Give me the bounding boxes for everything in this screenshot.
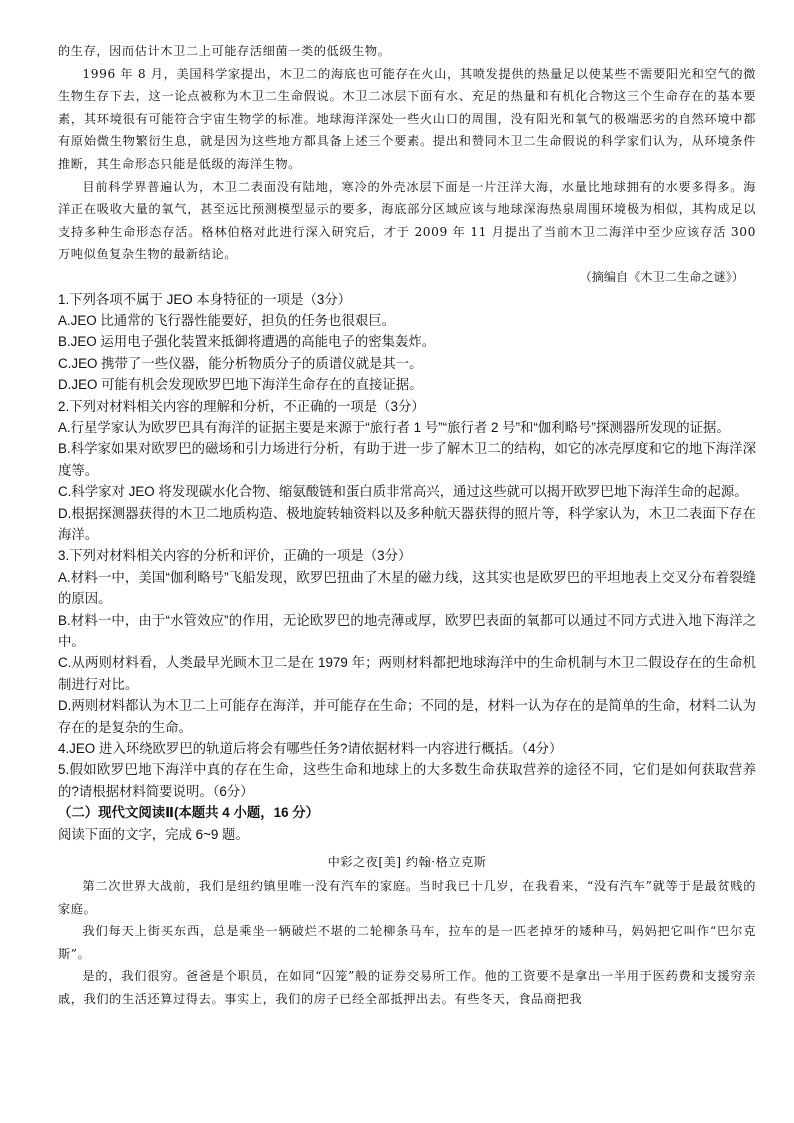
- answer-option: A.行星学家认为欧罗巴具有海洋的证据主要是来源于“旅行者 1 号”“旅行者 2 号”和“伽利略号”探测器所发现的证据。: [58, 419, 730, 435]
- answer-option: B.JEO 运用电子强化装置来抵御将遭遇的高能电子的密集轰炸。: [58, 334, 436, 350]
- passage-paragraph: 1996 年 8 月，美国科学家提出，木卫二的海底也可能存在火山，其喷发提供的热量足以使某些不需要阳光和空气的微生物生存下去，这一论点被称为木卫二生命假说。木卫二冰层下面有水、充足的热量和有机化合物这三个生命存在的基本要素，其环境很有可能符合宇宙生物学的标准。地球海洋深处一些火山口的周围，没有阳光和氧气的极端恶劣的自然环境中都有原始微生物繁衍生息，就是因为这些地方都具备上述三个要素。提出和赞同木卫二生命假说的科学家们认为，从环境条件推断，其生命形态只能是低级的海洋生物。: [58, 66, 756, 171]
- question-stem: 5.假如欧罗巴地下海洋中真的存在生命，这些生命和地球上的大多数生命获取营养的途径不同，它们是如何获取营养的?请根据材料简要说明。（6分）: [58, 762, 756, 799]
- answer-option: B.科学家如果对欧罗巴的磁场和引力场进行分析，有助于进一步了解木卫二的结构，如它的冰壳厚度和它的地下海洋深度等。: [58, 441, 756, 478]
- section-instruction: 阅读下面的文字，完成 6~9 题。: [58, 826, 249, 842]
- story-paragraph: 我们每天上街买东西，总是乘坐一辆破烂不堪的二轮柳条马车，拉车的是一匹老掉牙的矮种马，妈妈把它叫作“巴尔克斯”。: [58, 924, 756, 961]
- answer-option: A.JEO 比通常的飞行器性能要好，担负的任务也很艰巨。: [58, 312, 396, 328]
- story-title: 中彩之夜[美] 约翰·格立克斯: [327, 855, 487, 870]
- question-stem: 3.下列对材料相关内容的分析和评价，正确的一项是（3分）: [58, 548, 412, 564]
- story-paragraph: 第二次世界大战前，我们是纽约镇里唯一没有汽车的家庭。当时我已十几岁，在我看来，“没有汽车”就等于是最贫贱的家庭。: [58, 879, 756, 916]
- question-list: [58, 289, 756, 803]
- answer-option: D.JEO 可能有机会发现欧罗巴地下海洋生命存在的直接证据。: [58, 377, 423, 393]
- question-stem: 1.下列各项不属于 JEO 本身特征的一项是（3分）: [58, 291, 352, 307]
- passage-paragraph: 目前科学界普遍认为，木卫二表面没有陆地，寒冷的外壳冰层下面是一片汪洋大海，水量比地球拥有的水要多得多。海洋正在吸收大量的氧气，甚至远比预测模型显示的要多，海底部分区域应该与地球深海热泉周围环境极为相似，其构成足以支持多种生命形态存活。格林伯格对此进行深入研究后，才于 2009 年 11 月提出了当前木卫二海洋中至少应该存活 300 万吨似鱼复杂生物的最新结论。: [58, 179, 756, 262]
- question-stem: 4.JEO 进入环绕欧罗巴的轨道后将会有哪些任务?请依据材料一内容进行概括。（4分）: [58, 741, 563, 757]
- answer-option: C.JEO 携带了一些仪器，能分析物质分子的质谱仪就是其一。: [58, 355, 423, 371]
- answer-option: D.两则材料都认为木卫二上可能存在海洋，并可能存在生命；不同的是，材料一认为存在的是简单的生命，材料二认为存在的是复杂的生命。: [58, 698, 756, 735]
- passage-source: （摘编自《木卫二生命之谜》）: [579, 269, 744, 284]
- passage-paragraph: 的生存，因而估计木卫二上可能存活细菌一类的低级生物。: [58, 44, 391, 58]
- answer-option: D.根据探测器获得的木卫二地质构造、极地旋转轴资料以及多种航天器获得的照片等，科学家认为，木卫二表面下存在海洋。: [58, 505, 756, 542]
- answer-option: B.材料一中，由于“水管效应”的作用，无论欧罗巴的地壳薄或厚，欧罗巴表面的氧都可以通过不同方式进入地下海洋之中。: [58, 612, 756, 650]
- answer-option: C.从两则材料看，人类最早光顾木卫二是在 1979 年；两则材料都把地球海洋中的生命机制与木卫二假设存在的生命机制进行对比。: [58, 655, 756, 692]
- section-heading: （二）现代文阅读Ⅱ(本题共 4 小题，16 分）: [58, 805, 320, 821]
- story-paragraph: 是的，我们很穷。爸爸是个职员，在如同“囚笼”般的证券交易所工作。他的工资要不是拿出一半用于医药费和支援穷亲戚，我们的生活还算过得去。事实上，我们的房子已经全部抵押出去。有些冬天，食品商把我: [58, 969, 756, 1007]
- story-passage: [58, 851, 756, 1011]
- section-two: [58, 802, 756, 845]
- answer-option: C.科学家对 JEO 将发现碳水化合物、缩氨酸链和蛋白质非常高兴，通过这些就可以揭开欧罗巴地下海洋生命的起源。: [58, 484, 748, 500]
- question-stem: 2.下列对材料相关内容的理解和分析，不正确的一项是（3分）: [58, 398, 425, 414]
- passage-one: [58, 40, 756, 289]
- answer-option: A.材料一中，美国“伽利略号”飞船发现，欧罗巴扭曲了木星的磁力线，这其实也是欧罗巴的平坦地表上交叉分布着裂缝的原因。: [58, 569, 756, 607]
